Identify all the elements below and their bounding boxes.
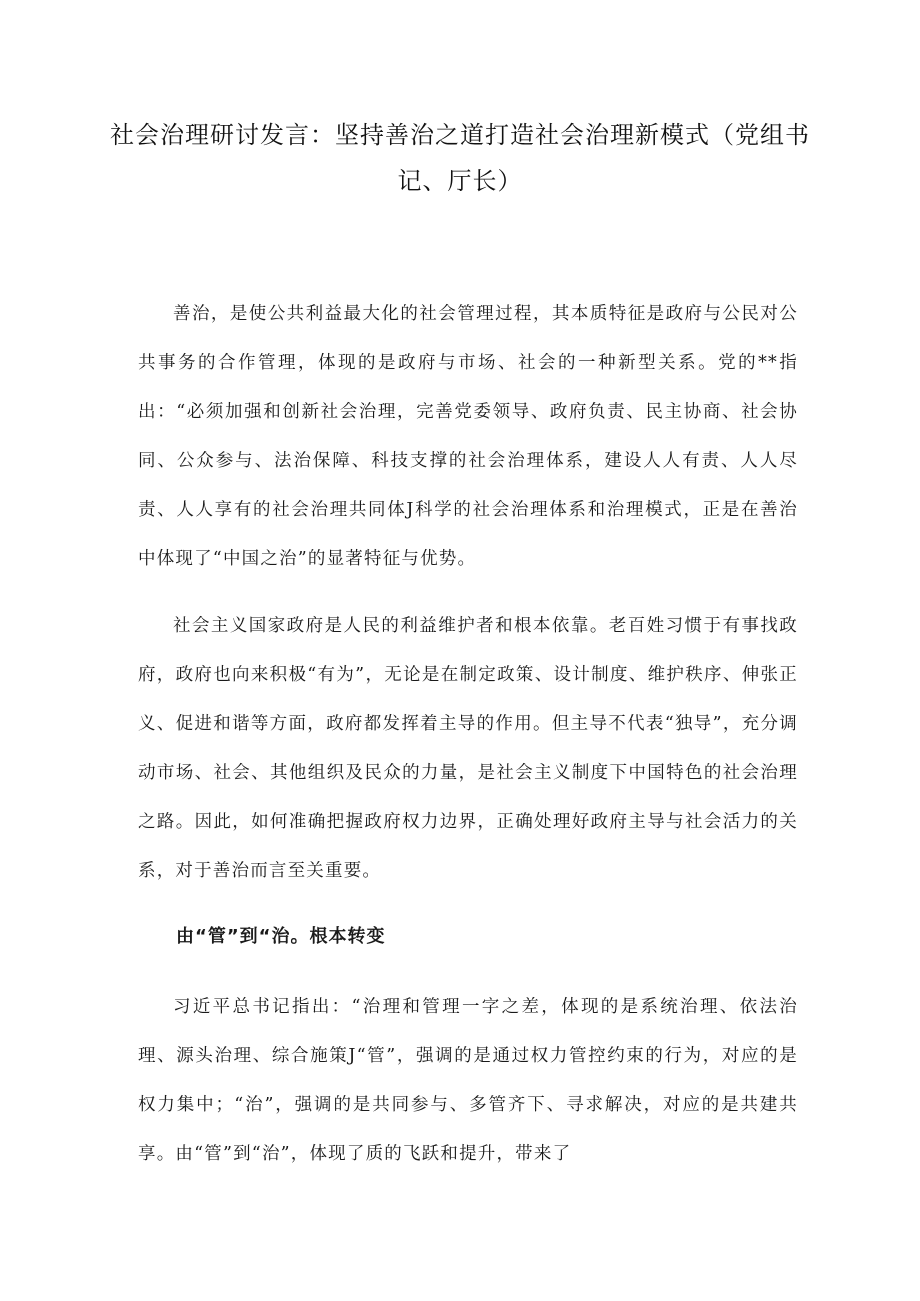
- body-paragraph-1: 善治，是使公共利益最大化的社会管理过程，其本质特征是政府与公民对公共事务的合作管理，体现的是政府与市场、社会的一种新型关系。党的**指出：“必须加强和创新社会治理，完善党委领导、政府负责、民主协商、社会协同、公众参与、法治保障、科技支撑的社会治理体系，建设人人有责、人人尽责、人人享有的社会治理共同体J科学的社会治理体系和治理模式，正是在善治中体现了“中国之治”的显著特征与优势。: [138, 304, 798, 569]
- body-paragraph-2: 社会主义国家政府是人民的利益维护者和根本依靠。老百姓习惯于有事找政府，政府也向来积极“有为”，无论是在制定政策、设计制度、维护秩序、伸张正义、促进和谐等方面，政府都发挥着主导的作用。但主导不代表“独导”，充分调动市场、社会、其他组织及民众的力量，是社会主义制度下中国特色的社会治理之路。因此，如何准确把握政府权力边界，正确处理好政府主导与社会活力的关系，对于善治而言至关重要。: [138, 616, 798, 881]
- section-heading: 由“管”到“治。根本转变: [176, 926, 386, 947]
- body-paragraph-3: 习近平总书记指出：“治理和管理一字之差，体现的是系统治理、依法治理、源头治理、综合施策J“管”，强调的是通过权力管控约束的行为，对应的是权力集中；“治”，强调的是共同参与、多管齐下、寻求解决，对应的是共建共享。由“管”到“治”，体现了质的飞跃和提升，带来了: [138, 997, 798, 1164]
- document-title: 社会治理研讨发言：坚持善治之道打造社会治理新模式（党组书记、厅长）: [110, 121, 810, 195]
